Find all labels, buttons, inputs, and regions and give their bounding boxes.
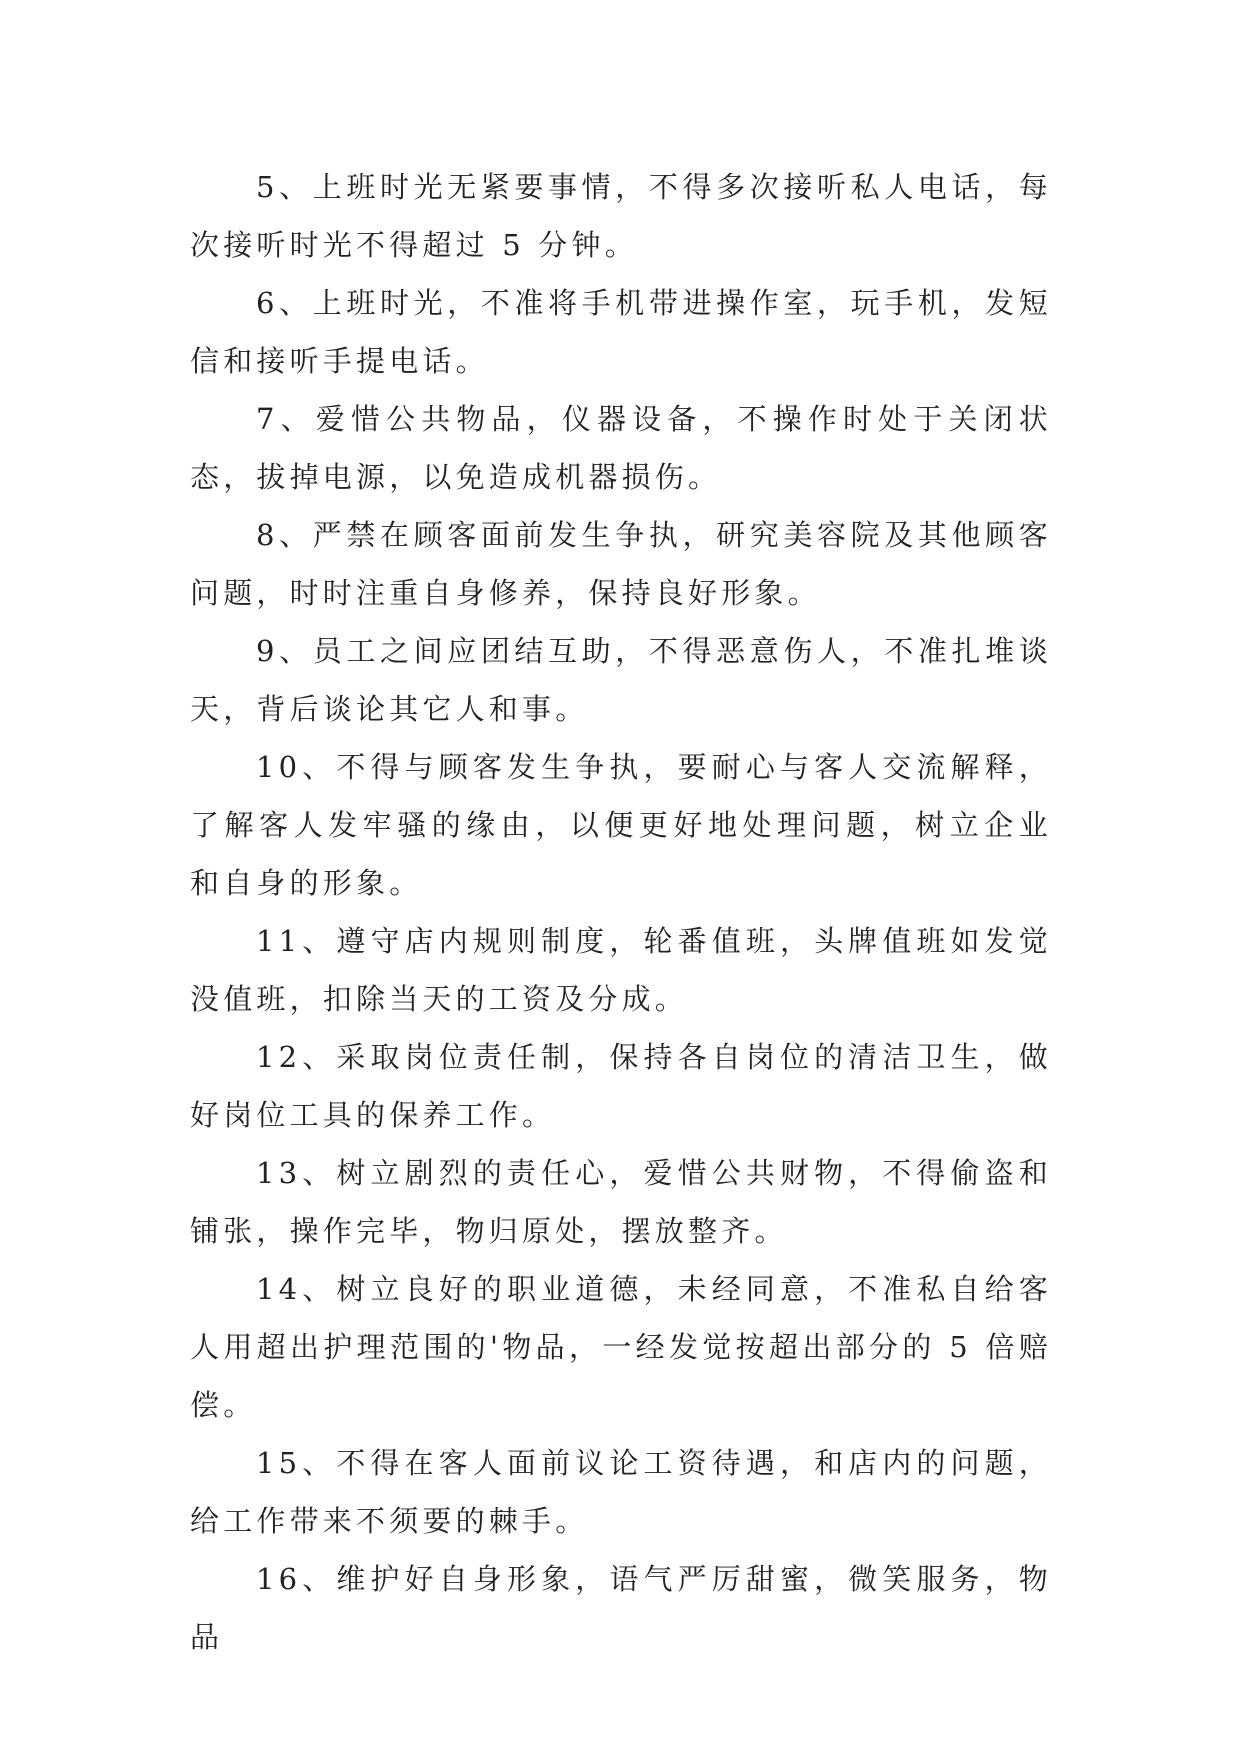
rule-paragraph-7: 7、爱惜公共物品，仪器设备，不操作时处于关闭状态，拔掉电源，以免造成机器损伤。: [190, 402, 1052, 494]
rule-paragraph-11: 11、遵守店内规则制度，轮番值班，头牌值班如发觉没值班，扣除当天的工资及分成。: [190, 924, 1052, 1016]
rule-paragraph-6: 6、上班时光，不准将手机带进操作室，玩手机，发短信和接听手提电话。: [190, 286, 1052, 378]
document-body: [190, 158, 1052, 1666]
rule-paragraph-14: 14、树立良好的职业道德，未经同意，不准私自给客人用超出护理范围的'物品，一经发觉按超出部分的 5 倍赔偿。: [190, 1272, 1052, 1422]
rule-paragraph-10: 10、不得与顾客发生争执，要耐心与客人交流解释，了解客人发牢骚的缘由，以便更好地处理问题，树立企业和自身的形象。: [190, 750, 1052, 900]
rule-paragraph-9: 9、员工之间应团结互助，不得恶意伤人，不准扎堆谈天，背后谈论其它人和事。: [190, 634, 1052, 726]
rule-paragraph-8: 8、严禁在顾客面前发生争执，研究美容院及其他顾客问题，时时注重自身修养，保持良好形象。: [190, 518, 1052, 610]
rule-paragraph-5: 5、上班时光无紧要事情，不得多次接听私人电话，每次接听时光不得超过 5 分钟。: [190, 170, 1052, 262]
rule-paragraph-15: 15、不得在客人面前议论工资待遇，和店内的问题，给工作带来不须要的棘手。: [190, 1446, 1052, 1538]
rule-paragraph-12: 12、采取岗位责任制，保持各自岗位的清洁卫生，做好岗位工具的保养工作。: [190, 1040, 1052, 1132]
rule-paragraph-16: 16、维护好自身形象，语气严厉甜蜜，微笑服务，物品: [190, 1562, 1052, 1654]
rule-paragraph-13: 13、树立剧烈的责任心，爱惜公共财物，不得偷盗和铺张，操作完毕，物归原处，摆放整齐。: [190, 1156, 1052, 1248]
